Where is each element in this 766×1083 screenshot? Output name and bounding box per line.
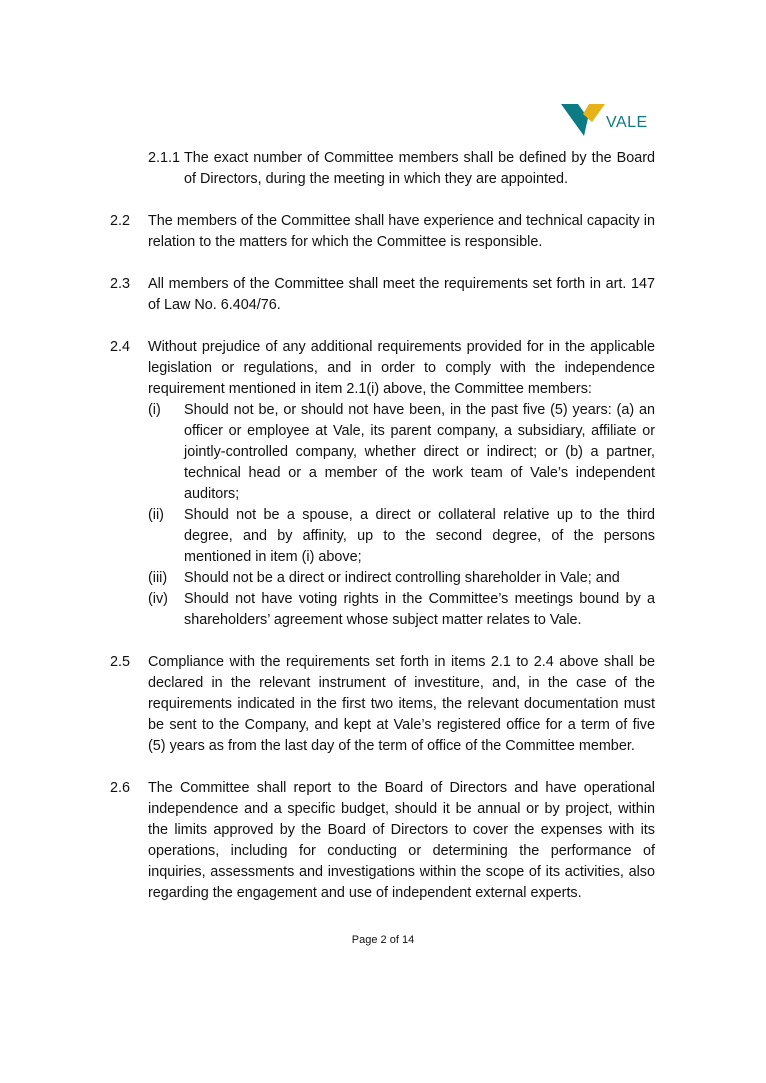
list-item-text: Should not have voting rights in the Committee’s meetings bound by a shareholders’ agreement whose subject matter relates to Vale. [184,591,655,628]
list-item [148,589,655,631]
clause-text: Compliance with the requirements set forth in items 2.1 to 2.4 above shall be declared in the relevant instrument of investiture, and, in the case of the requirements indicated in the first two items, the relevant documentation must be sent to the Company, and kept at Vale’s registered office for a term of five (5) years as from the last day of the term of office of the Committee member. [148,654,655,754]
list-item-number: (iii) [148,570,168,586]
list-item-number: (ii) [148,507,164,523]
logo-text: VALE [606,114,648,131]
requirement-list [148,400,655,631]
clause-2-5 [110,652,655,757]
clause-text: The exact number of Committee members shall be defined by the Board of Directors, during the meeting in which they are appointed. [184,150,655,187]
clause-text: Without prejudice of any additional requirements provided for in the applicable legislation or regulations, and in order to comply with the independence requirement mentioned in item 2.1(i) above, the Committee members: [148,339,655,397]
clause-number: 2.1.1 [148,150,181,166]
page-number: Page 2 of 14 [351,934,415,946]
clause-text: All members of the Committee shall meet the requirements set forth in art. 147 of Law No. 6.404/76. [148,276,655,313]
clause-2-4 [110,337,655,631]
list-item-number: (iv) [148,591,168,607]
clause-number: 2.5 [110,654,131,670]
vale-logo [561,100,653,140]
vale-logo-icon [561,100,607,138]
list-item-number: (i) [148,402,161,418]
document-body [110,148,655,925]
clause-2-1-1 [110,148,655,190]
list-item [148,505,655,568]
list-item [148,400,655,505]
clause-2-2 [110,211,655,253]
clause-text: The members of the Committee shall have experience and technical capacity in relation to the matters for which the Committee is responsible. [148,213,655,250]
list-item-text: Should not be a spouse, a direct or collateral relative up to the third degree, and by affinity, up to the second degree, of the persons mentioned in item (i) above; [184,507,655,565]
clause-number: 2.4 [110,339,131,355]
list-item-text: Should not be a direct or indirect controlling shareholder in Vale; and [184,570,620,586]
clause-number: 2.3 [110,276,131,292]
clause-2-3 [110,274,655,316]
clause-number: 2.6 [110,780,131,796]
list-item-text: Should not be, or should not have been, in the past five (5) years: (a) an officer or employee at Vale, its parent company, a subsidiary, affiliate or jointly-controlled company, whether direct or indirect; or (b) a partner, technical head or a member of the work team of Vale’s independent auditors; [184,402,655,502]
clause-number: 2.2 [110,213,131,229]
clause-text: The Committee shall report to the Board of Directors and have operational independence and a specific budget, should it be annual or by project, within the limits approved by the Board of Directors to cover the expenses with its operations, including for conducting or determining the performance of inquiries, assessments and investigations within the scope of its activities, also regarding the engagement and use of independent external experts. [148,780,655,901]
list-item [148,568,655,589]
clause-2-6 [110,778,655,904]
